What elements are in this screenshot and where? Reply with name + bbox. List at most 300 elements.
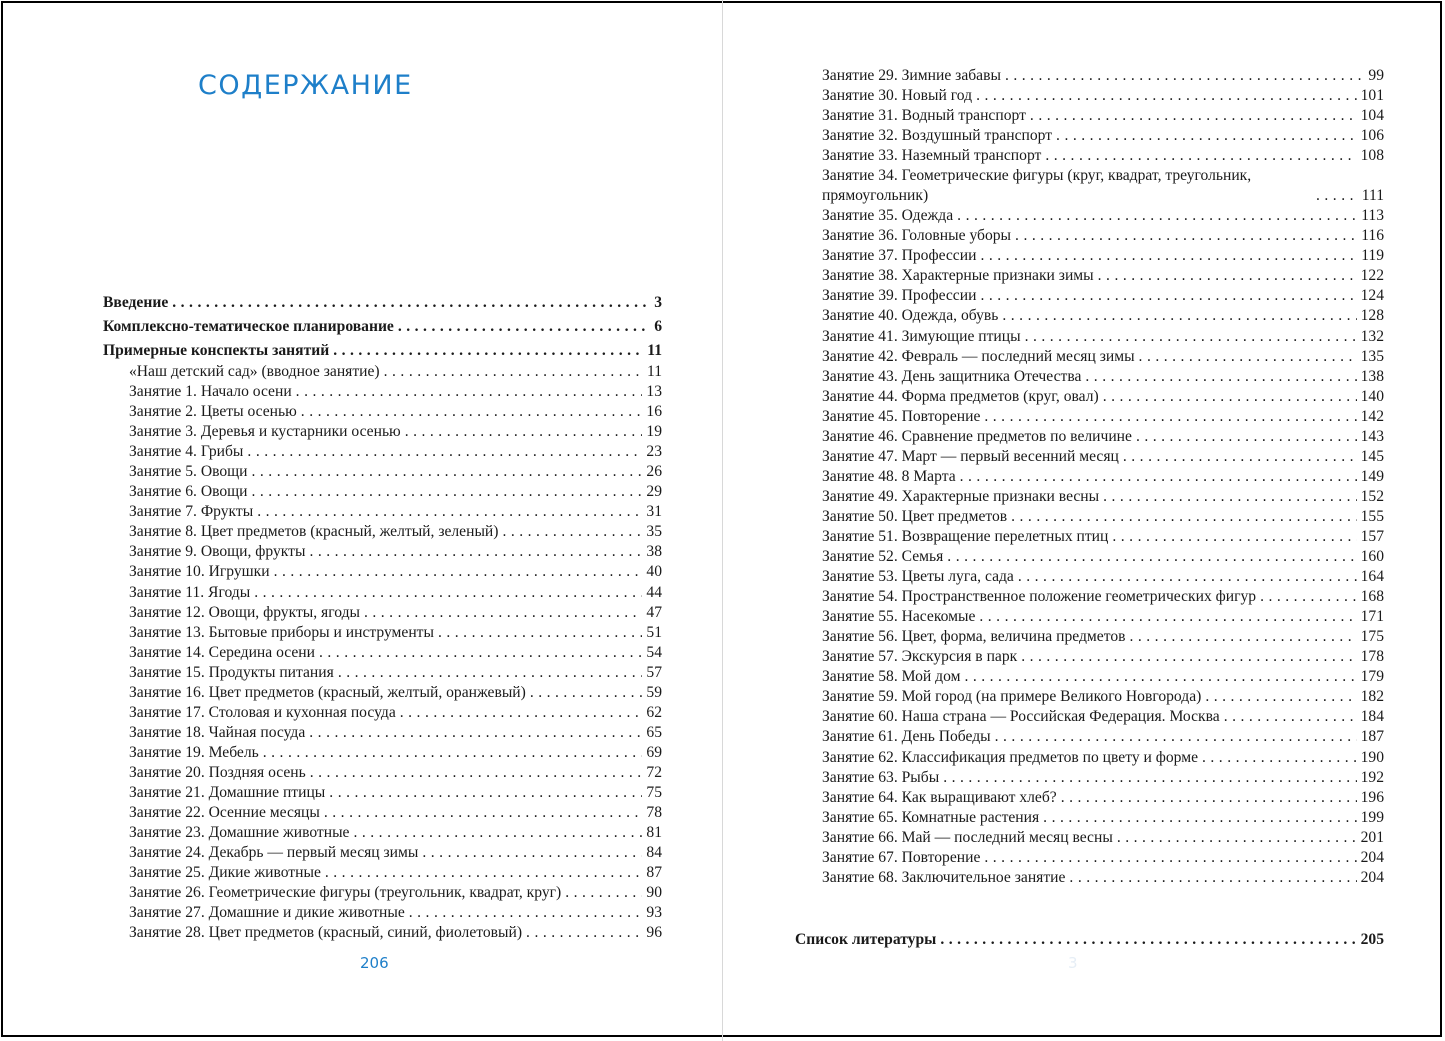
dot-leader: [502, 522, 642, 542]
toc-entry[interactable]: [129, 823, 662, 843]
dot-leader: [252, 462, 643, 482]
toc-entry-title: Занятие 55. Насекомые: [822, 608, 976, 626]
toc-entry-page: 204: [1360, 848, 1384, 866]
toc-entry-title: Занятие 36. Головные уборы: [822, 227, 1012, 245]
toc-entry-page: 168: [1360, 588, 1384, 606]
toc-entry-page: 149: [1360, 467, 1384, 485]
toc-entry-page: 78: [646, 804, 662, 822]
toc-entry[interactable]: [822, 647, 1384, 667]
dot-leader: [565, 883, 642, 903]
toc-entry[interactable]: [129, 442, 662, 462]
toc-entry-title: Занятие 10. Игрушки: [129, 563, 270, 581]
toc-entry-title: Занятие 13. Бытовые приборы и инструменты: [129, 623, 434, 641]
toc-entry-page: 23: [646, 443, 662, 461]
toc-entry-title: «Наш детский сад» (вводное занятие): [129, 363, 380, 380]
toc-entry[interactable]: [129, 542, 662, 562]
toc-entry-title: Занятие 67. Повторение: [822, 848, 981, 866]
toc-entry-page: 31: [646, 503, 662, 521]
toc-entry-page: 29: [646, 483, 662, 501]
dot-leader: [1085, 367, 1356, 387]
toc-entry-title: Занятие 26. Геометрические фигуры (треугольник, квадрат, круг): [129, 884, 562, 902]
toc-entries-right: [822, 66, 1384, 888]
toc-entry-title: Занятие 46. Сравнение предметов по величине: [822, 427, 1132, 445]
toc-entry-title: Занятие 52. Семья: [822, 548, 944, 566]
toc-entry[interactable]: [129, 803, 662, 823]
dot-leader: [384, 362, 643, 382]
dot-leader: [400, 703, 643, 723]
toc-entry-page: 90: [646, 884, 662, 902]
toc-entry[interactable]: [822, 327, 1384, 347]
toc-entry[interactable]: [822, 246, 1384, 266]
toc-entry-title: Занятие 64. Как выращивают хлеб?: [822, 788, 1057, 806]
page-number-right: 3: [1068, 954, 1078, 972]
toc-entry-page: 132: [1360, 327, 1384, 345]
toc-entry-page: 187: [1360, 728, 1384, 746]
toc-entry-page: 51: [646, 623, 662, 641]
dot-leader: [1030, 106, 1357, 126]
dot-leader: [530, 683, 643, 703]
right-page: [723, 0, 1445, 1041]
toc-entry[interactable]: [129, 903, 662, 923]
dot-leader: [296, 382, 643, 402]
dot-leader: [957, 206, 1357, 226]
toc-entry[interactable]: [129, 743, 662, 763]
toc-entry[interactable]: [129, 362, 662, 382]
toc-entry[interactable]: [822, 206, 1384, 226]
toc-entry[interactable]: [129, 843, 662, 863]
toc-entry[interactable]: [129, 522, 662, 542]
toc-entry-title: Занятие 57. Экскурсия в парк: [822, 648, 1018, 666]
dot-leader: [1129, 627, 1356, 647]
dot-leader: [1045, 146, 1356, 166]
toc-entry-page: 26: [646, 463, 662, 481]
dot-leader: [960, 467, 1357, 487]
toc-entry-title: Занятие 37. Профессии: [822, 247, 977, 265]
dot-leader: [1011, 507, 1356, 527]
toc-entry-title: Занятие 7. Фрукты: [129, 503, 254, 521]
dot-leader: [1103, 487, 1356, 507]
dot-leader: [984, 407, 1356, 427]
dot-leader: [1018, 567, 1357, 587]
toc-entry-page: 196: [1360, 788, 1384, 806]
toc-entry-page: 11: [646, 363, 662, 380]
toc-section-page: 3: [654, 294, 662, 311]
dot-leader: [1025, 327, 1357, 347]
toc-entry-title: Занятие 5. Овощи: [129, 463, 248, 481]
toc-section[interactable]: [795, 930, 1384, 950]
toc-entry-title: Занятие 20. Поздняя осень: [129, 763, 306, 781]
dot-leader: [1202, 748, 1357, 768]
toc-entry[interactable]: [822, 788, 1384, 808]
toc-entry-page: 175: [1360, 628, 1384, 646]
toc-entry-page: 108: [1360, 147, 1384, 165]
dot-leader: [254, 583, 642, 603]
toc-entry-title: Занятие 3. Деревья и кустарники осенью: [129, 423, 401, 441]
dot-leader: [1316, 186, 1358, 206]
toc-entry-page: 179: [1360, 668, 1384, 686]
toc-entry-title: Занятие 23. Домашние животные: [129, 824, 350, 842]
toc-section-page: 11: [647, 342, 662, 360]
dot-leader: [1123, 447, 1357, 467]
toc-entry[interactable]: [822, 507, 1384, 527]
toc-entry-page: 101: [1360, 87, 1384, 105]
toc-entry[interactable]: [822, 407, 1384, 427]
toc-entry-page: 152: [1360, 487, 1384, 505]
toc-entry[interactable]: [822, 86, 1384, 106]
toc-entry-page: 119: [1361, 247, 1384, 265]
toc-entry-title: Занятие 42. Февраль — последний месяц зимы: [822, 347, 1135, 365]
dot-leader: [979, 607, 1356, 627]
dot-leader: [1005, 66, 1364, 86]
toc-sections: [103, 293, 662, 361]
toc-entry[interactable]: [129, 723, 662, 743]
toc-entry-title: Занятие 34. Геометрические фигуры (круг, квадрат, треугольник, прямоугольник): [822, 167, 1252, 205]
toc-entry[interactable]: [129, 783, 662, 803]
dot-leader: [319, 643, 642, 663]
toc-entry-page: 38: [646, 543, 662, 561]
toc-entry[interactable]: [822, 587, 1384, 607]
toc-entry-page: 204: [1360, 868, 1384, 886]
toc-entry-page: 69: [646, 743, 662, 761]
toc-entry-page: 190: [1360, 748, 1384, 766]
toc-entry[interactable]: [129, 482, 662, 502]
dot-leader: [1260, 587, 1357, 607]
toc-entry-page: 40: [646, 563, 662, 581]
toc-entry-page: 145: [1360, 447, 1384, 465]
dot-leader: [301, 402, 643, 422]
toc-entry[interactable]: [822, 106, 1384, 126]
toc-entry-page: 135: [1360, 347, 1384, 365]
toc-entry-title: Занятие 50. Цвет предметов: [822, 507, 1008, 525]
toc-entry-page: 122: [1360, 267, 1384, 285]
toc-entry[interactable]: [129, 402, 662, 422]
toc-entry-page: 96: [646, 924, 662, 942]
toc-entry-title: Занятие 68. Заключительное занятие: [822, 868, 1066, 886]
toc-entry[interactable]: [129, 502, 662, 522]
toc-entry-title: Занятие 58. Мой дом: [822, 668, 961, 686]
toc-entry-page: 99: [1368, 67, 1384, 84]
dot-leader: [980, 286, 1356, 306]
toc-entry-page: 16: [646, 403, 662, 421]
toc-entry-page: 19: [646, 423, 662, 441]
toc-entry-page: 106: [1360, 127, 1384, 145]
toc-entry-title: Занятие 16. Цвет предметов (красный, желтый, оранжевый): [129, 683, 526, 701]
toc-section-title: Комплексно-тематическое планирование: [103, 318, 394, 336]
toc-entry-page: 160: [1360, 548, 1384, 566]
toc-entry-title: Занятие 4. Грибы: [129, 443, 244, 461]
dot-leader: [324, 803, 643, 823]
toc-entry-page: 72: [646, 763, 662, 781]
toc-entry-title: Занятие 27. Домашние и дикие животные: [129, 904, 405, 922]
toc-entry[interactable]: [129, 623, 662, 643]
toc-entry[interactable]: [822, 226, 1384, 246]
toc-entry-title: Занятие 40. Одежда, обувь: [822, 307, 999, 325]
toc-entry-page: 75: [646, 783, 662, 801]
toc-entry-title: Занятие 53. Цветы луга, сада: [822, 568, 1014, 586]
toc-entry[interactable]: [129, 703, 662, 723]
toc-entry-page: 182: [1360, 688, 1384, 706]
toc-final-section: [795, 930, 1384, 950]
toc-entry-page: 138: [1360, 367, 1384, 385]
toc-section-title: Примерные конспекты занятий: [103, 342, 330, 360]
toc-entry-title: Занятие 29. Зимние забавы: [822, 67, 1001, 84]
toc-entry[interactable]: [822, 687, 1384, 707]
toc-entry-title: Занятие 30. Новый год: [822, 87, 973, 105]
toc-entry-page: 142: [1360, 407, 1384, 425]
toc-section[interactable]: [103, 341, 662, 361]
toc-entry-title: Занятие 17. Столовая и кухонная посуда: [129, 703, 396, 721]
toc-entry[interactable]: [822, 868, 1384, 888]
toc-entry[interactable]: [129, 683, 662, 703]
dot-leader: [984, 848, 1356, 868]
toc-entry[interactable]: [822, 166, 1384, 206]
toc-entry-page: 128: [1360, 307, 1384, 325]
toc-entry-page: 59: [646, 683, 662, 701]
dot-leader: [1061, 788, 1357, 808]
page-title: СОДЕРЖАНИЕ: [198, 70, 413, 101]
toc-entry-page: 171: [1360, 608, 1384, 626]
toc-entry-page: 81: [646, 824, 662, 842]
toc-entry-title: Занятие 28. Цвет предметов (красный, синий, фиолетовый): [129, 924, 523, 942]
toc-entry-page: 54: [646, 643, 662, 661]
toc-entry[interactable]: [822, 286, 1384, 306]
dot-leader: [309, 542, 642, 562]
toc-entry[interactable]: [822, 727, 1384, 747]
toc-entry[interactable]: [822, 126, 1384, 146]
toc-entry-title: Занятие 44. Форма предметов (круг, овал): [822, 387, 1099, 405]
dot-leader: [252, 482, 643, 502]
toc-entry[interactable]: [822, 266, 1384, 286]
toc-entry-page: 44: [646, 583, 662, 601]
toc-entry-title: Занятие 9. Овощи, фрукты: [129, 543, 306, 561]
toc-entry[interactable]: [129, 643, 662, 663]
toc-entry-title: Занятие 43. День защитника Отечества: [822, 367, 1082, 385]
toc-entry[interactable]: [822, 567, 1384, 587]
toc-entry[interactable]: [822, 808, 1384, 828]
toc-section-page: 205: [1360, 931, 1384, 948]
dot-leader: [1224, 707, 1357, 727]
dot-leader: [329, 783, 642, 803]
toc-entry-title: Занятие 38. Характерные признаки зимы: [822, 267, 1094, 285]
dot-leader: [1139, 347, 1357, 367]
toc-entry-title: Занятие 48. 8 Марта: [822, 467, 956, 485]
toc-entry-page: 84: [646, 844, 662, 862]
toc-entry[interactable]: [822, 667, 1384, 687]
dot-leader: [172, 293, 650, 313]
dot-leader: [333, 341, 643, 361]
toc-entry-page: 155: [1360, 507, 1384, 525]
toc-entry[interactable]: [129, 923, 662, 943]
toc-section-title: Введение: [103, 294, 169, 311]
toc-entry-title: Занятие 59. Мой город (на примере Великого Новгорода): [822, 688, 1202, 706]
dot-leader: [1002, 306, 1356, 326]
toc-entry-page: 62: [646, 703, 662, 721]
dot-leader: [964, 667, 1356, 687]
toc-entry-title: Занятие 18. Чайная посуда: [129, 723, 306, 741]
toc-entry[interactable]: [822, 828, 1384, 848]
toc-entry-page: 157: [1360, 527, 1384, 545]
toc-entry[interactable]: [822, 848, 1384, 868]
toc-entry-title: Занятие 14. Середина осени: [129, 643, 315, 661]
dot-leader: [940, 930, 1356, 950]
toc-entry-page: 164: [1360, 568, 1384, 586]
dot-leader: [1056, 126, 1357, 146]
toc-entry[interactable]: [129, 883, 662, 903]
toc-entry-page: 57: [646, 663, 662, 681]
toc-entry[interactable]: [129, 663, 662, 683]
toc-entry-page: 113: [1361, 207, 1384, 225]
toc-entry-title: Занятие 60. Наша страна — Российская Федерация. Москва: [822, 708, 1220, 726]
dot-leader: [338, 663, 643, 683]
toc-section[interactable]: [103, 293, 662, 313]
toc-section[interactable]: [103, 317, 662, 337]
toc-entry-title: Занятие 63. Рыбы: [822, 768, 940, 786]
toc-entry[interactable]: [822, 627, 1384, 647]
toc-entry-page: 93: [646, 904, 662, 922]
toc-entry[interactable]: [822, 427, 1384, 447]
dot-leader: [398, 317, 650, 337]
toc-entry-page: 124: [1360, 287, 1384, 305]
toc-entry[interactable]: [129, 763, 662, 783]
toc-entry-title: Занятие 65. Комнатные растения: [822, 808, 1040, 826]
toc-entry-title: Занятие 49. Характерные признаки весны: [822, 487, 1100, 505]
toc-entry-title: Занятие 21. Домашние птицы: [129, 783, 326, 801]
dot-leader: [353, 823, 642, 843]
toc-entry-title: Занятие 8. Цвет предметов (красный, желтый, зеленый): [129, 523, 499, 541]
toc-entry-page: 192: [1360, 768, 1384, 786]
dot-leader: [1015, 226, 1357, 246]
toc-entry[interactable]: [129, 562, 662, 582]
toc-entry[interactable]: [822, 527, 1384, 547]
toc-entry-page: 13: [646, 383, 662, 401]
toc-entry-title: Занятие 41. Зимующие птицы: [822, 327, 1021, 345]
dot-leader: [405, 422, 643, 442]
dot-leader: [1205, 687, 1356, 707]
toc-entry[interactable]: [129, 422, 662, 442]
toc-entry-title: Занятие 62. Классификация предметов по цвету и форме: [822, 748, 1199, 766]
dot-leader: [1117, 828, 1357, 848]
dot-leader: [1103, 387, 1357, 407]
toc-entry-title: Занятие 1. Начало осени: [129, 383, 292, 401]
toc-entry-title: Занятие 61. День Победы: [822, 728, 991, 746]
toc-entry[interactable]: [822, 547, 1384, 567]
toc-entry-title: Занятие 31. Водный транспорт: [822, 107, 1026, 125]
toc-entry-title: Занятие 2. Цветы осенью: [129, 403, 297, 421]
dot-leader: [1069, 868, 1356, 888]
toc-entry[interactable]: [129, 583, 662, 603]
toc-entry-page: 47: [646, 603, 662, 621]
dot-leader: [310, 763, 643, 783]
dot-leader: [1098, 266, 1357, 286]
dot-leader: [364, 603, 642, 623]
toc-entry[interactable]: [822, 367, 1384, 387]
dot-leader: [409, 903, 643, 923]
toc-entry-page: 140: [1360, 387, 1384, 405]
toc-entry-page: 65: [646, 723, 662, 741]
dot-leader: [1136, 427, 1357, 447]
toc-entry[interactable]: [129, 603, 662, 623]
toc-entry-title: Занятие 24. Декабрь — первый месяц зимы: [129, 844, 419, 862]
dot-leader: [325, 863, 643, 883]
toc-entry-page: 104: [1360, 107, 1384, 125]
dot-leader: [1043, 808, 1356, 828]
dot-leader: [438, 623, 642, 643]
toc-entry[interactable]: [822, 467, 1384, 487]
toc-entry-title: Занятие 47. Март — первый весенний месяц: [822, 447, 1119, 465]
toc-entry[interactable]: [129, 382, 662, 402]
toc-entry-page: 199: [1360, 808, 1384, 826]
toc-entry-title: Занятие 35. Одежда: [822, 207, 954, 225]
toc-section-page: 6: [654, 318, 662, 336]
toc-entry-title: Занятие 54. Пространственное положение геометрических фигур: [822, 588, 1257, 606]
toc-entry[interactable]: [822, 748, 1384, 768]
toc-entry-title: Занятие 6. Овощи: [129, 483, 248, 501]
toc-entry-title: Занятие 12. Овощи, фрукты, ягоды: [129, 603, 360, 621]
dot-leader: [1021, 647, 1356, 667]
toc-entry-title: Занятие 19. Мебель: [129, 743, 259, 761]
dot-leader: [995, 727, 1357, 747]
toc-entry-title: Занятие 22. Осенние месяцы: [129, 804, 320, 822]
toc-entry-title: Занятие 56. Цвет, форма, величина предметов: [822, 628, 1126, 646]
toc-entry-title: Занятие 66. Май — последний месяц весны: [822, 828, 1113, 846]
toc-entry-page: 111: [1361, 187, 1384, 205]
toc-entry[interactable]: [822, 707, 1384, 727]
dot-leader: [247, 442, 642, 462]
toc-entry-title: Занятие 11. Ягоды: [129, 583, 251, 601]
toc-entry[interactable]: [822, 447, 1384, 467]
dot-leader: [980, 246, 1357, 266]
toc-entry-title: Занятие 51. Возвращение перелетных птиц: [822, 527, 1109, 545]
dot-leader: [947, 547, 1356, 567]
dot-leader: [976, 86, 1357, 106]
toc-entry[interactable]: [129, 863, 662, 883]
toc-entry-title: Занятие 33. Наземный транспорт: [822, 147, 1042, 165]
dot-leader: [274, 562, 643, 582]
toc-entry[interactable]: [822, 768, 1384, 788]
toc-entry-page: 184: [1360, 708, 1384, 726]
dot-leader: [943, 768, 1356, 788]
dot-leader: [422, 843, 642, 863]
toc-entry-title: Занятие 39. Профессии: [822, 287, 977, 305]
toc-entry[interactable]: [129, 462, 662, 482]
toc-entries-left: [129, 362, 662, 943]
toc-entry[interactable]: [822, 487, 1384, 507]
toc-entry[interactable]: [822, 306, 1384, 326]
toc-entry-page: 116: [1361, 227, 1384, 245]
toc-entry[interactable]: [822, 607, 1384, 627]
toc-entry[interactable]: [822, 66, 1384, 86]
toc-entry[interactable]: [822, 146, 1384, 166]
toc-entry[interactable]: [822, 347, 1384, 367]
toc-entry-page: 143: [1360, 427, 1384, 445]
toc-entry-title: Занятие 45. Повторение: [822, 407, 981, 425]
dot-leader: [526, 923, 642, 943]
toc-entry-title: Занятие 25. Дикие животные: [129, 864, 321, 882]
toc-entry-page: 87: [646, 864, 662, 882]
toc-entry-title: Занятие 32. Воздушный транспорт: [822, 127, 1053, 145]
toc-entry-page: 178: [1360, 648, 1384, 666]
toc-entry-title: Занятие 15. Продукты питания: [129, 663, 334, 681]
dot-leader: [1112, 527, 1356, 547]
dot-leader: [257, 502, 642, 522]
page-number-left: 206: [360, 954, 389, 972]
dot-leader: [263, 743, 643, 763]
toc-entry[interactable]: [822, 387, 1384, 407]
toc-section-title: Список литературы: [795, 931, 937, 948]
left-page: [0, 0, 722, 1041]
toc-entry-page: 35: [646, 523, 662, 541]
toc-entry-page: 201: [1360, 828, 1384, 846]
